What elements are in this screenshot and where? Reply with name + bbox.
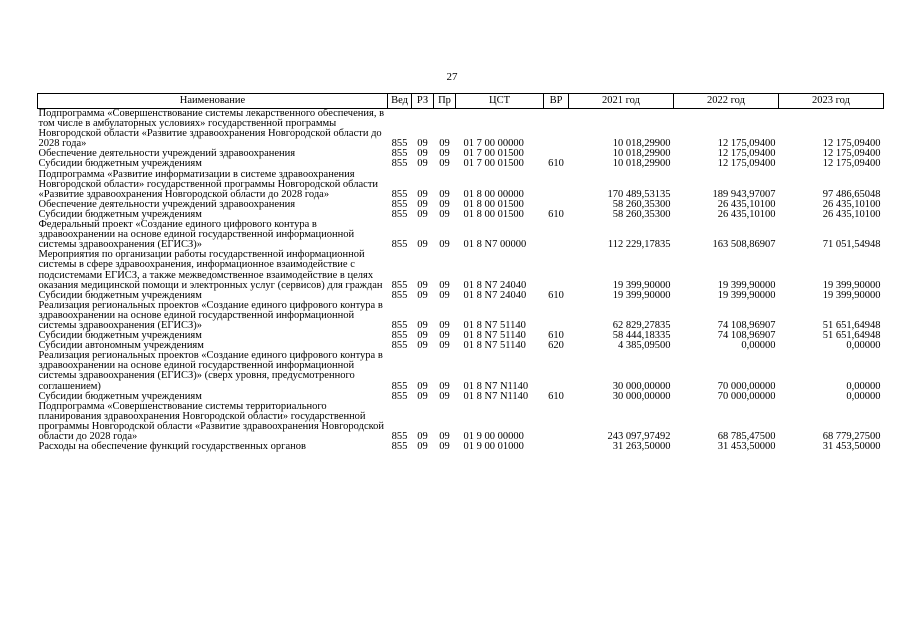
cell-name: Субсидии бюджетным учреждениям bbox=[38, 208, 202, 220]
table-row bbox=[38, 220, 884, 250]
cell-cst: 01 8 N7 00000 bbox=[463, 239, 527, 251]
header-rz: РЗ bbox=[412, 94, 434, 109]
cell-ved: 855 bbox=[391, 208, 408, 220]
header-vr: ВР bbox=[544, 94, 569, 109]
cell-vr bbox=[544, 170, 569, 200]
cell-cst: 01 7 00 00000 bbox=[463, 138, 524, 150]
cell-pr: 09 bbox=[439, 319, 450, 331]
cell-2022: 163 508,86907 bbox=[712, 239, 776, 251]
cell-vr bbox=[544, 301, 569, 331]
cell-2022: 19 399,90000 bbox=[717, 279, 776, 291]
cell-2023: 12 175,09400 bbox=[822, 148, 881, 160]
cell-2021: 19 399,90000 bbox=[612, 289, 671, 301]
cell-vr: 610 bbox=[548, 289, 564, 301]
cell-2021: 112 229,17835 bbox=[607, 239, 671, 251]
cell-vr bbox=[544, 442, 569, 452]
cell-2022: 31 453,50000 bbox=[717, 441, 776, 453]
cell-pr: 09 bbox=[439, 289, 450, 301]
cell-rz: 09 bbox=[417, 148, 428, 160]
cell-ved: 855 bbox=[391, 441, 408, 453]
cell-2022: 70 000,00000 bbox=[717, 390, 776, 402]
cell-name: Подпрограмма «Развитие информатизации в системе здравоохранения Новгородской области» государственной программы Новгородской области «Развитие здравоохранения Новгородской области до 2028 года» bbox=[38, 168, 379, 200]
cell-ved: 855 bbox=[391, 279, 408, 291]
cell-cst: 01 8 N7 51140 bbox=[463, 340, 526, 352]
table-row bbox=[38, 109, 884, 150]
cell-2021: 30 000,00000 bbox=[612, 390, 671, 402]
cell-2022: 19 399,90000 bbox=[717, 289, 776, 301]
cell-cst: 01 8 00 01500 bbox=[463, 198, 524, 210]
cell-rz: 09 bbox=[417, 188, 428, 200]
cell-vr bbox=[544, 402, 569, 442]
cell-rz: 09 bbox=[417, 330, 428, 342]
cell-name: Субсидии бюджетным учреждениям bbox=[38, 330, 202, 342]
cell-2021: 58 444,18335 bbox=[612, 330, 671, 342]
cell-pr: 09 bbox=[439, 431, 450, 442]
cell-name: Реализация региональных проектов «Создание единого цифрового контура в здравоохранении на основе единой государственной информационной системы здравоохранения (ЕГИСЗ)» bbox=[38, 299, 383, 331]
page-number: 27 bbox=[446, 71, 458, 83]
header-pr: Пр bbox=[434, 94, 456, 109]
cell-2022: 70 000,00000 bbox=[717, 380, 776, 392]
header-2022: 2022 год bbox=[674, 94, 779, 109]
cell-2023: 51 651,64948 bbox=[822, 319, 881, 331]
cell-2021: 62 829,27835 bbox=[612, 319, 671, 331]
cell-name: Субсидии бюджетным учреждениям bbox=[38, 390, 202, 402]
cell-2021: 170 489,53135 bbox=[607, 188, 671, 200]
cell-ved: 855 bbox=[391, 390, 408, 402]
cell-name: Подпрограмма «Совершенствование системы территориального планирования здравоохранения Новгородской области» государственной программы Новгородской области «Развитие здравоохранения Новгородской области до 2028 года» bbox=[38, 400, 385, 442]
cell-name: Расходы на обеспечение функций государственных органов bbox=[38, 441, 306, 453]
cell-ved: 855 bbox=[391, 380, 408, 392]
header-ved: Вед bbox=[388, 94, 412, 109]
cell-2023: 31 453,50000 bbox=[822, 441, 881, 453]
cell-name: Субсидии бюджетным учреждениям bbox=[38, 158, 202, 170]
cell-rz: 09 bbox=[417, 431, 428, 442]
cell-name: Субсидии автономным учреждениям bbox=[38, 340, 204, 352]
cell-ved: 855 bbox=[391, 340, 408, 352]
cell-2023: 0,00000 bbox=[846, 380, 881, 392]
cell-pr: 09 bbox=[439, 158, 450, 170]
cell-2022: 68 785,47500 bbox=[717, 431, 776, 442]
cell-rz: 09 bbox=[417, 289, 428, 301]
cell-2021: 10 018,29900 bbox=[612, 138, 671, 150]
cell-rz: 09 bbox=[417, 319, 428, 331]
table-row bbox=[38, 301, 884, 331]
cell-2021: 58 260,35300 bbox=[612, 208, 671, 220]
cell-ved: 855 bbox=[391, 198, 408, 210]
cell-ved: 855 bbox=[391, 319, 408, 331]
cell-rz: 09 bbox=[417, 340, 428, 352]
cell-name: Мероприятия по организации работы государственной информационной системы в сфере здравоохранения, информационное взаимодействие с подсистемами ЕГИСЗ, а также межведомственное взаимодействие в целях оказания медицинской помощи и электронных услуг (сервисов) для граждан bbox=[38, 249, 383, 291]
cell-cst: 01 8 N7 51140 bbox=[463, 319, 526, 331]
cell-rz: 09 bbox=[417, 239, 428, 251]
cell-vr bbox=[544, 351, 569, 391]
cell-rz: 09 bbox=[417, 380, 428, 392]
cell-2022: 12 175,09400 bbox=[717, 148, 776, 160]
cell-2022: 12 175,09400 bbox=[717, 158, 776, 170]
cell-2023: 12 175,09400 bbox=[822, 138, 881, 150]
cell-rz: 09 bbox=[417, 279, 428, 291]
cell-2023: 97 486,65048 bbox=[822, 188, 881, 200]
cell-2021: 31 263,50000 bbox=[612, 441, 671, 453]
table-body bbox=[38, 109, 884, 453]
cell-rz: 09 bbox=[417, 441, 428, 453]
header-2023: 2023 год bbox=[779, 94, 884, 109]
cell-rz: 09 bbox=[417, 198, 428, 210]
cell-pr: 09 bbox=[439, 198, 450, 210]
cell-vr bbox=[544, 250, 569, 290]
cell-pr: 09 bbox=[439, 239, 450, 251]
cell-vr: 610 bbox=[548, 158, 564, 170]
table-row bbox=[38, 442, 884, 452]
cell-cst: 01 8 00 01500 bbox=[463, 208, 524, 220]
cell-ved: 855 bbox=[391, 158, 408, 170]
cell-2022: 26 435,10100 bbox=[717, 198, 776, 210]
cell-rz: 09 bbox=[417, 208, 428, 220]
cell-cst: 01 8 N7 51140 bbox=[463, 330, 526, 342]
cell-2021: 4 385,09500 bbox=[618, 340, 671, 352]
cell-pr: 09 bbox=[439, 279, 450, 291]
header-cst: ЦСТ bbox=[456, 94, 544, 109]
cell-ved: 855 bbox=[391, 431, 408, 442]
cell-2023: 26 435,10100 bbox=[822, 198, 881, 210]
cell-rz: 09 bbox=[417, 138, 428, 150]
cell-2023: 51 651,64948 bbox=[822, 330, 881, 342]
cell-pr: 09 bbox=[439, 208, 450, 220]
cell-rz: 09 bbox=[417, 390, 428, 402]
cell-2021: 10 018,29900 bbox=[612, 158, 671, 170]
cell-ved: 855 bbox=[391, 138, 408, 150]
cell-2022: 189 943,97007 bbox=[712, 188, 776, 200]
cell-name: Обеспечение деятельности учреждений здравоохранения bbox=[38, 198, 296, 210]
cell-ved: 855 bbox=[391, 289, 408, 301]
cell-cst: 01 7 00 01500 bbox=[463, 158, 524, 170]
cell-pr: 09 bbox=[439, 188, 450, 200]
cell-rz: 09 bbox=[417, 158, 428, 170]
cell-pr: 09 bbox=[439, 340, 450, 352]
cell-pr: 09 bbox=[439, 148, 450, 160]
header-2021: 2021 год bbox=[569, 94, 674, 109]
cell-name: Субсидии бюджетным учреждениям bbox=[38, 289, 202, 301]
cell-cst: 01 9 00 00000 bbox=[463, 431, 524, 442]
cell-cst: 01 8 N7 24040 bbox=[463, 279, 527, 291]
cell-name: Обеспечение деятельности учреждений здравоохранения bbox=[38, 148, 296, 160]
cell-2023: 68 779,27500 bbox=[822, 431, 881, 442]
cell-2021: 19 399,90000 bbox=[612, 279, 671, 291]
budget-table bbox=[37, 93, 884, 452]
header-name: Наименование bbox=[38, 94, 388, 109]
cell-vr: 610 bbox=[548, 390, 564, 402]
cell-ved: 855 bbox=[391, 330, 408, 342]
cell-2022: 26 435,10100 bbox=[717, 208, 776, 220]
cell-cst: 01 8 N7 N1140 bbox=[463, 380, 529, 392]
cell-cst: 01 9 00 01000 bbox=[463, 441, 524, 453]
cell-2022: 0,00000 bbox=[741, 340, 776, 352]
table-row bbox=[38, 351, 884, 391]
cell-cst: 01 8 00 00000 bbox=[463, 188, 524, 200]
cell-pr: 09 bbox=[439, 390, 450, 402]
cell-pr: 09 bbox=[439, 330, 450, 342]
cell-2023: 19 399,90000 bbox=[822, 279, 881, 291]
cell-2021: 10 018,29900 bbox=[612, 148, 671, 160]
cell-pr: 09 bbox=[439, 138, 450, 150]
cell-2021: 30 000,00000 bbox=[612, 380, 671, 392]
cell-vr: 610 bbox=[548, 330, 564, 342]
cell-2021: 243 097,97492 bbox=[607, 431, 671, 442]
cell-2023: 0,00000 bbox=[846, 340, 881, 352]
cell-2022: 74 108,96907 bbox=[717, 330, 776, 342]
cell-cst: 01 8 N7 N1140 bbox=[463, 390, 529, 402]
cell-vr: 620 bbox=[548, 340, 564, 352]
cell-2023: 12 175,09400 bbox=[822, 158, 881, 170]
cell-cst: 01 7 00 01500 bbox=[463, 148, 524, 160]
table-row bbox=[38, 250, 884, 290]
table-row bbox=[38, 170, 884, 200]
cell-2023: 19 399,90000 bbox=[822, 289, 881, 301]
cell-name: Реализация региональных проектов «Создание единого цифрового контура в здравоохранении на основе единой государственной информационной системы здравоохранения (ЕГИСЗ)» (сверх уровня, предусмотренного соглашением) bbox=[38, 350, 383, 392]
cell-vr bbox=[544, 109, 569, 150]
cell-vr: 610 bbox=[548, 208, 564, 220]
table-row bbox=[38, 402, 884, 442]
cell-pr: 09 bbox=[439, 380, 450, 392]
cell-vr bbox=[544, 220, 569, 250]
cell-2023: 26 435,10100 bbox=[822, 208, 881, 220]
cell-2023: 0,00000 bbox=[846, 390, 881, 402]
cell-name: Подпрограмма «Совершенствование системы лекарственного обеспечения, в том числе в амбулаторных условиях» государственной программы Новгородской области «Развитие здравоохранения Новгородской области до 2028 года» bbox=[38, 108, 385, 150]
cell-ved: 855 bbox=[391, 148, 408, 160]
cell-2023: 71 051,54948 bbox=[822, 239, 881, 251]
cell-2022: 12 175,09400 bbox=[717, 138, 776, 150]
cell-name: Федеральный проект «Создание единого цифрового контура в здравоохранении на основе единой государственной информационной системы здравоохранения (ЕГИСЗ)» bbox=[38, 219, 355, 251]
cell-2022: 74 108,96907 bbox=[717, 319, 776, 331]
cell-2021: 58 260,35300 bbox=[612, 198, 671, 210]
cell-cst: 01 8 N7 24040 bbox=[463, 289, 527, 301]
cell-ved: 855 bbox=[391, 188, 408, 200]
cell-ved: 855 bbox=[391, 239, 408, 251]
table-header-row bbox=[38, 94, 884, 109]
cell-pr: 09 bbox=[439, 441, 450, 453]
